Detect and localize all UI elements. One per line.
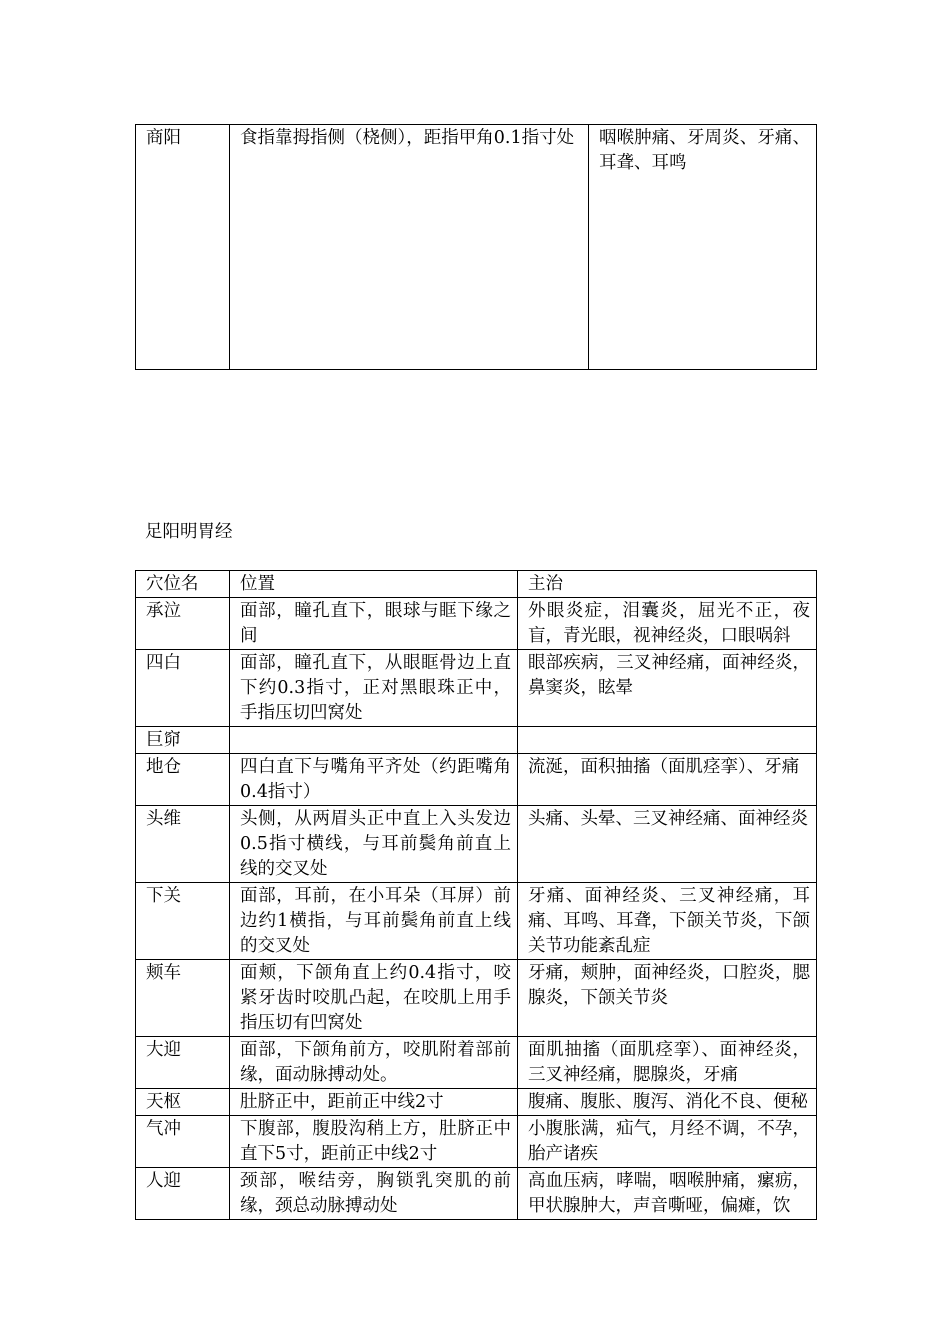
point-indication: 外眼炎症，泪囊炎，屈光不正，夜盲，青光眼，视神经炎，口眼㖞斜: [518, 598, 817, 650]
point-name: 气冲: [136, 1116, 230, 1168]
point-name: 地仓: [136, 754, 230, 806]
header-indication: 主治: [518, 571, 817, 598]
point-location: [230, 1168, 518, 1220]
point-location: 头侧，从两眉头正中直上入头发边0.5指寸横线，与耳前鬓角前直上线的交叉处: [230, 806, 518, 883]
point-location: 下腹部，腹股沟稍上方，肚脐正中直下5寸，距前正中线2寸: [230, 1116, 518, 1168]
point-indication: 腹痛、腹胀、腹泻、消化不良、便秘: [518, 1089, 817, 1116]
acupoint-table-continued: [135, 124, 817, 370]
table-row: [136, 125, 817, 370]
table-row: [136, 806, 817, 883]
point-indication: 咽喉肿痛、牙周炎、牙痛、耳聋、耳鸣: [589, 125, 817, 370]
point-location: 面颊，下颌角直上约0.4指寸，咬紧牙齿时咬肌凸起，在咬肌上用手指压切有凹窝处: [230, 960, 518, 1037]
point-name: 头维: [136, 806, 230, 883]
point-name: 商阳: [136, 125, 230, 370]
table-header-row: [136, 571, 817, 598]
point-location: 面部，瞳孔直下，从眼眶骨边上直下约0.3指寸，正对黑眼珠正中，手指压切凹窝处: [230, 650, 518, 727]
point-indication: 头痛、头晕、三叉神经痛、面神经炎: [518, 806, 817, 883]
table-row: [136, 754, 817, 806]
point-location: 肚脐正中，距前正中线2寸: [230, 1089, 518, 1116]
point-name: 下关: [136, 883, 230, 960]
point-location: 四白直下与嘴角平齐处（约距嘴角0.4指寸）: [230, 754, 518, 806]
point-location: 面部，耳前，在小耳朵（耳屏）前边约1横指，与耳前鬓角前直上线的交叉处: [230, 883, 518, 960]
point-name: 颊车: [136, 960, 230, 1037]
point-location: [230, 727, 518, 754]
point-location: 面部，瞳孔直下，眼球与眶下缘之间: [230, 598, 518, 650]
point-name: 巨窌: [136, 727, 230, 754]
point-name: 天枢: [136, 1089, 230, 1116]
point-indication: 眼部疾病，三叉神经痛，面神经炎，鼻窦炎，眩晕: [518, 650, 817, 727]
point-indication: 小腹胀满，疝气，月经不调，不孕，胎产诸疾: [518, 1116, 817, 1168]
point-indication: 面肌抽搐（面肌痉挛）、面神经炎，三叉神经痛，腮腺炎，牙痛: [518, 1037, 817, 1089]
point-indication: 牙痛，颊肿，面神经炎，口腔炎，腮腺炎，下颌关节炎: [518, 960, 817, 1037]
table-row: [136, 727, 817, 754]
table-row: [136, 1037, 817, 1089]
section-title: 足阳明胃经: [145, 522, 233, 542]
point-location: 面部，下颌角前方，咬肌附着部前缘，面动脉搏动处。: [230, 1037, 518, 1089]
stomach-meridian-table: [135, 570, 817, 1220]
table-row: [136, 883, 817, 960]
table-row: [136, 1089, 817, 1116]
point-location: 食指靠拇指侧（桡侧），距指甲角0.1指寸处: [230, 125, 589, 370]
point-name: 人迎: [136, 1168, 230, 1220]
point-indication: [518, 1168, 817, 1220]
table-row: [136, 1116, 817, 1168]
point-indication: [518, 727, 817, 754]
point-indication-text: 高血压病，哮喘，咽喉肿痛，瘰疬，甲状腺肿大，声音嘶哑，偏瘫，饮: [528, 1171, 810, 1216]
table-row: [136, 1168, 817, 1220]
point-location-text: 颈部，喉结旁，胸锁乳突肌的前缘，颈总动脉搏动处: [240, 1171, 511, 1216]
point-name: 大迎: [136, 1037, 230, 1089]
header-location: 位置: [230, 571, 518, 598]
point-name: 四白: [136, 650, 230, 727]
table-row: [136, 598, 817, 650]
point-indication: 牙痛、面神经炎、三叉神经痛，耳痛、耳鸣、耳聋，下颌关节炎，下颌关节功能紊乱症: [518, 883, 817, 960]
table-row: [136, 960, 817, 1037]
point-name: 承泣: [136, 598, 230, 650]
table-row: [136, 650, 817, 727]
header-name: 穴位名: [136, 571, 230, 598]
point-indication: 流涎，面积抽搐（面肌痉挛）、牙痛: [518, 754, 817, 806]
